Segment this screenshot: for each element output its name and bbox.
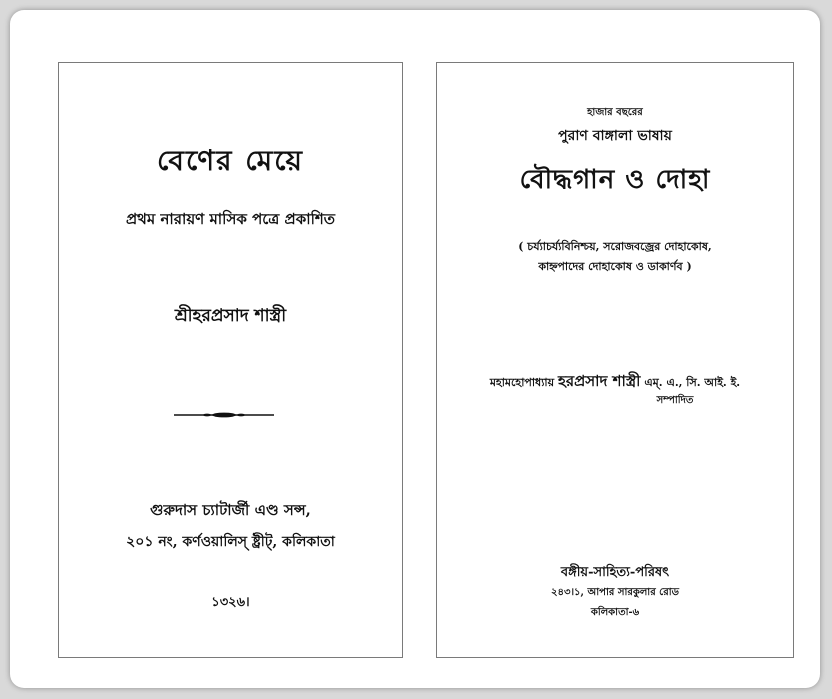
right-title-page xyxy=(436,62,794,658)
publisher-name: বঙ্গীয়-সাহিত্য-পরিষৎ xyxy=(560,565,670,580)
language-line: পুরাণ বাঙ্গালা ভাষায় xyxy=(558,128,672,144)
editor-line xyxy=(437,370,793,395)
publisher-address: ২০১ নং, কর্ণওয়ালিস্ ষ্ট্রীট্, কলিকাতা xyxy=(126,534,335,550)
publication-year: ১৩২৬। xyxy=(211,595,250,610)
contents-line-1: ( চর্য্যাচর্য্যবিনিশ্চয়, সরোজবজ্রের দোহাকোষ, xyxy=(518,240,712,253)
pre-title: হাজার বছরের xyxy=(587,107,643,118)
editor-suffix: এম্‌. এ., সি. আই. ই. xyxy=(644,376,741,389)
book-author: শ্রীহরপ্রসাদ শাস্ত্রী xyxy=(174,306,287,326)
publisher-address: ২৪৩।১, আপার সারকুলার রোড xyxy=(550,587,679,598)
ornament-divider xyxy=(174,412,274,418)
contents-line-2: কাহ্নপাদের দোহাকোষ ও ডাকার্ণব ) xyxy=(538,260,692,273)
publisher-city: কলিকাতা-৬ xyxy=(590,607,640,618)
editor-name: হরপ্রসাদ শাস্ত্রী xyxy=(557,372,641,390)
editor-prefix: মহামহোপাধ্যায় xyxy=(489,376,555,389)
book-subtitle: প্রথম নারায়ণ মাসিক পত্রে প্রকাশিত xyxy=(125,210,335,228)
edited-label: সম্পাদিত xyxy=(656,395,694,406)
book-title: বৌদ্ধগান ও দোহা xyxy=(519,165,711,195)
publisher-name: গুরুদাস চ্যাটার্জী এণ্ড সন্স, xyxy=(150,501,311,519)
image-frame xyxy=(10,10,820,688)
book-title: বেণের মেয়ে xyxy=(157,144,304,177)
left-title-page xyxy=(58,62,403,658)
